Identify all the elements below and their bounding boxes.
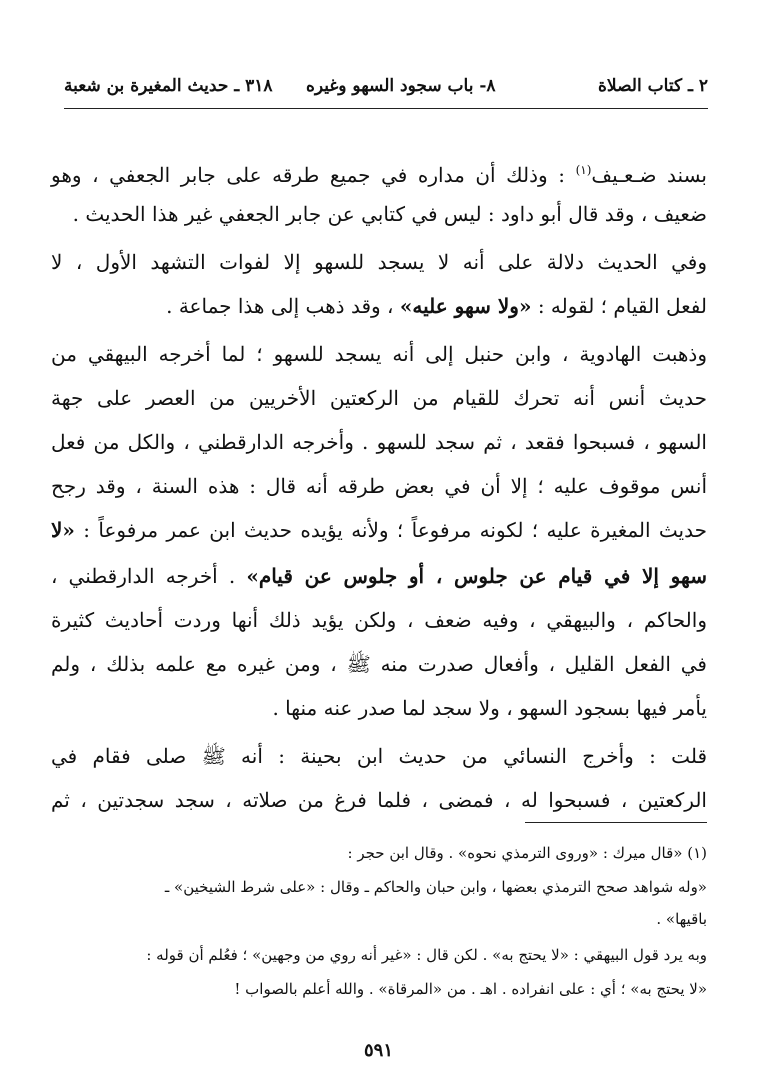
line-text: بسند ضـعـيف (591, 163, 707, 187)
line-text: ، وقد ذهب إلى هذا جماعة . (166, 294, 400, 318)
body-line (51, 508, 707, 552)
line-text: والحاكم ، والبيهقي ، وفيه ضعف ، ولكن يؤيد ذلك أنها وردت أحاديث كثيرة (51, 608, 707, 632)
line-text: أنس موقوف عليه ؛ إلا أن في بعض طرقه أنه قال : هذه السنة ، وقد رجح (51, 474, 707, 498)
body-line (51, 240, 707, 284)
body-line (51, 332, 707, 376)
line-text: السهو ، فسبحوا فقعد ، ثم سجد للسهو . وأخرجه الدارقطني ، والكل من فعل (51, 430, 707, 454)
footnote-divider (525, 822, 707, 823)
body-line (51, 598, 707, 642)
footnote-line: «لا يحتج به» ؛ أي : على انفراده . اهـ . من «المرقاة» . والله أعلم بالصواب ! (234, 980, 707, 998)
running-header (64, 72, 708, 106)
body-line (51, 284, 707, 328)
footnote-line: (١) «قال ميرك : «وروى الترمذي نحوه» . وقال ابن حجر : (347, 844, 707, 862)
line-text: : وذلك أن مداره في جميع طرقه على جابر الجعفي ، وهو (51, 163, 576, 187)
line-text: يأمر فيها بسجود السهو ، ولا سجد لما صدر عنه منها . (272, 696, 707, 720)
footnote-ref: (١) (575, 163, 592, 177)
body-line (51, 376, 707, 420)
body-line (51, 734, 707, 778)
body-line (51, 554, 707, 598)
hadith-quote: سهو إلا في قيام عن جلوس ، أو جلوس عن قيام» (246, 564, 707, 588)
body-line (51, 778, 707, 822)
body-line (51, 464, 707, 508)
line-text: وفي الحديث دلالة على أنه لا يسجد للسهو إلا لفوات التشهد الأول ، لا (51, 250, 707, 274)
line-text: حديث المغيرة عليه ؛ لكونه مرفوعاً ؛ ولأنه يؤيده حديث ابن عمر مرفوعاً : (74, 518, 707, 542)
footnote-line: «وله شواهد صحح الترمذي بعضها ، وابن حبان والحاكم ـ وقال : «على شرط الشيخين» ـ (164, 878, 707, 896)
body-line (51, 420, 707, 464)
body-line (51, 192, 707, 236)
footnote-line: باقيها» . (656, 910, 707, 928)
line-text: . أخرجه الدارقطني ، (51, 564, 247, 588)
header-hadith-title: ٣١٨ ـ حديث المغيرة بن شعبة (64, 76, 273, 96)
line-text: لفعل القيام ؛ لقوله : (531, 294, 707, 318)
line-text: وذهبت الهادوية ، وابن حنبل إلى أنه يسجد للسهو ؛ لما أخرجه البيهقي من (51, 342, 707, 366)
hadith-quote: «ولا سهو عليه» (399, 294, 532, 318)
body-line (51, 642, 707, 686)
line-text: الركعتين ، فسبحوا له ، فمضى ، فلما فرغ من صلاته ، سجد سجدتين ، ثم (51, 788, 707, 812)
line-text: ضعيف ، وقد قال أبو داود : ليس في كتابي عن جابر الجعفي غير هذا الحديث . (72, 202, 707, 226)
line-text: حديث أنس أنه تحرك للقيام من الركعتين الأخريين من العصر على جهة (51, 386, 707, 410)
hadith-quote: «لا (51, 518, 75, 542)
header-book-title: ٢ ـ كتاب الصلاة (598, 76, 708, 96)
line-text: قلت : وأخرج النسائي من حديث ابن بحينة : أنه ﷺ صلى فقام في (51, 744, 707, 768)
header-divider (64, 108, 708, 109)
header-chapter-title: ٨- باب سجود السهو وغيره (306, 76, 496, 96)
body-line (51, 148, 707, 192)
footnote-line: وبه يرد قول البيهقي : «لا يحتج به» . لكن قال : «غير أنه روي من وجهين» ؛ فعُلم أن قوله : (146, 946, 707, 964)
page-number: ٥٩١ (363, 1040, 393, 1061)
body-line (51, 686, 707, 730)
line-text: في الفعل القليل ، وأفعال صدرت منه ﷺ ، ومن غيره مع علمه بذلك ، ولم (51, 652, 707, 676)
